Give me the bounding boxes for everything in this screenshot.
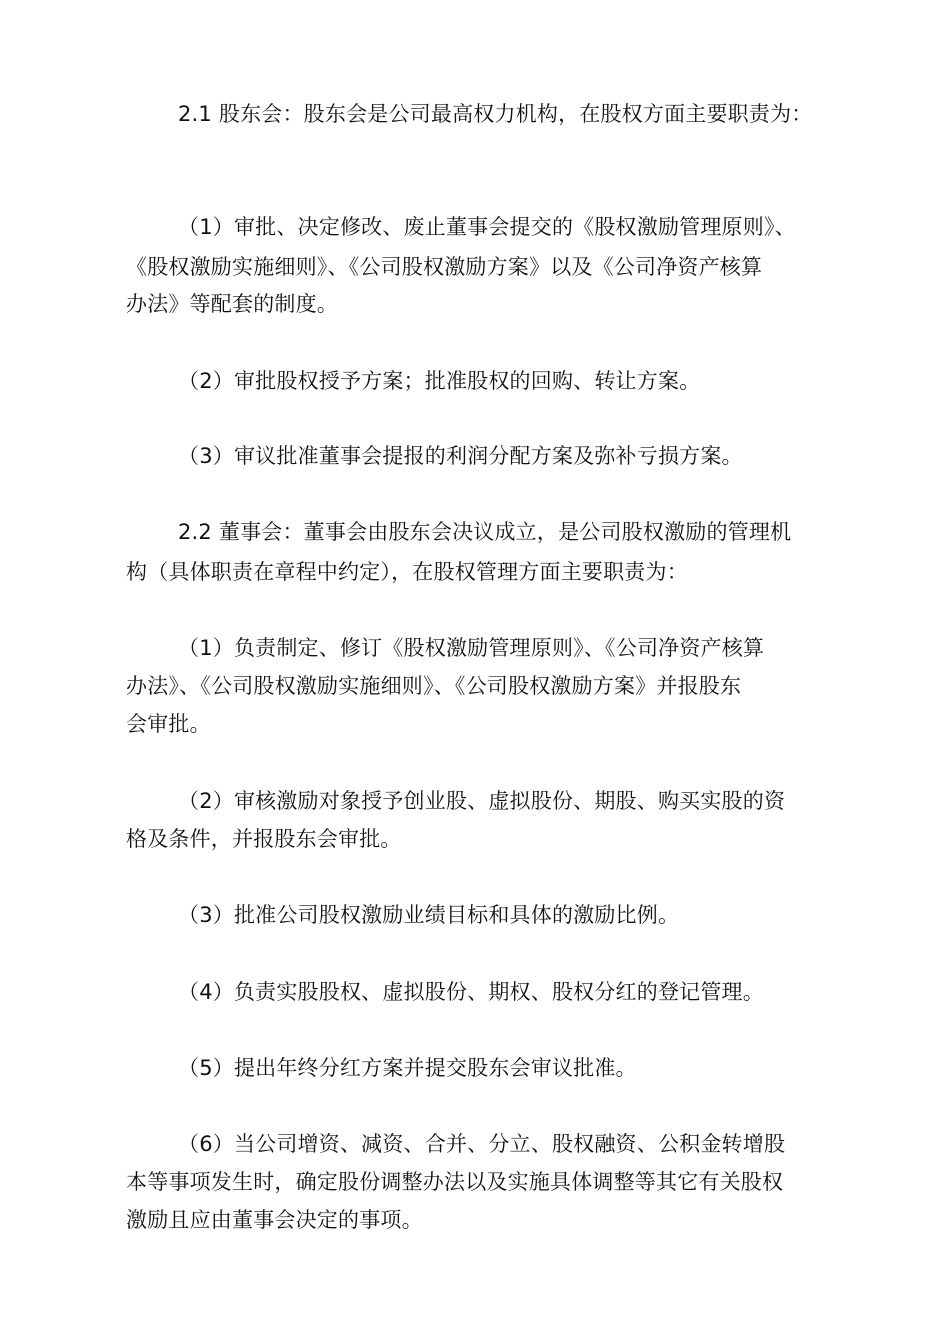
section-2-1-item-1-line-1: （1）审批、决定修改、废止董事会提交的《股权激励管理原则》、 [178,215,796,239]
section-2-1-item-3-line-1: （3）审议批准董事会提报的利润分配方案及弥补亏损方案。 [178,444,743,468]
section-2-2-item-4-line-1: （4）负责实股股权、虚拟股份、期权、股权分红的登记管理。 [178,980,764,1004]
section-2-1-item-1-line-3: 办法》等配套的制度。 [126,292,338,316]
section-2-1-item-2-line-1: （2）审批股权授予方案；批准股权的回购、转让方案。 [178,369,701,393]
section-2-2-item-1-line-3: 会审批。 [126,712,211,736]
section-2-2-heading-line-2: 构（具体职责在章程中约定），在股权管理方面主要职责为： [126,560,688,584]
section-2-2-item-6-line-2: 本等事项发生时，确定股份调整办法以及实施具体调整等其它有关股权 [126,1170,784,1194]
section-2-2-heading-line-1: 2.2 董事会：董事会由股东会决议成立，是公司股权激励的管理机 [178,520,792,544]
section-2-2-item-1-line-2: 办法》、《公司股权激励实施细则》、《公司股权激励方案》并报股东 [126,674,742,698]
section-2-2-item-2-line-1: （2）审核激励对象授予创业股、虚拟股份、期股、购买实股的资 [178,789,786,813]
section-2-2-item-3-line-1: （3）批准公司股权激励业绩目标和具体的激励比例。 [178,903,680,927]
section-2-2-item-5-line-1: （5）提出年终分红方案并提交股东会审议批准。 [178,1056,637,1080]
section-2-2-item-6-line-1: （6）当公司增资、减资、合并、分立、股权融资、公积金转增股 [178,1132,786,1156]
section-2-1-heading: 2.1 股东会：股东会是公司最高权力机构，在股权方面主要职责为： [178,102,813,126]
section-2-2-item-1-line-1: （1）负责制定、修订《股权激励管理原则》、《公司净资产核算 [178,636,765,660]
section-2-2-item-2-line-2: 格及条件，并报股东会审批。 [126,827,402,851]
section-2-1-item-1-line-2: 《股权激励实施细则》、《公司股权激励方案》以及《公司净资产核算 [126,255,763,279]
section-2-2-item-6-line-3: 激励且应由董事会决定的事项。 [126,1208,423,1232]
